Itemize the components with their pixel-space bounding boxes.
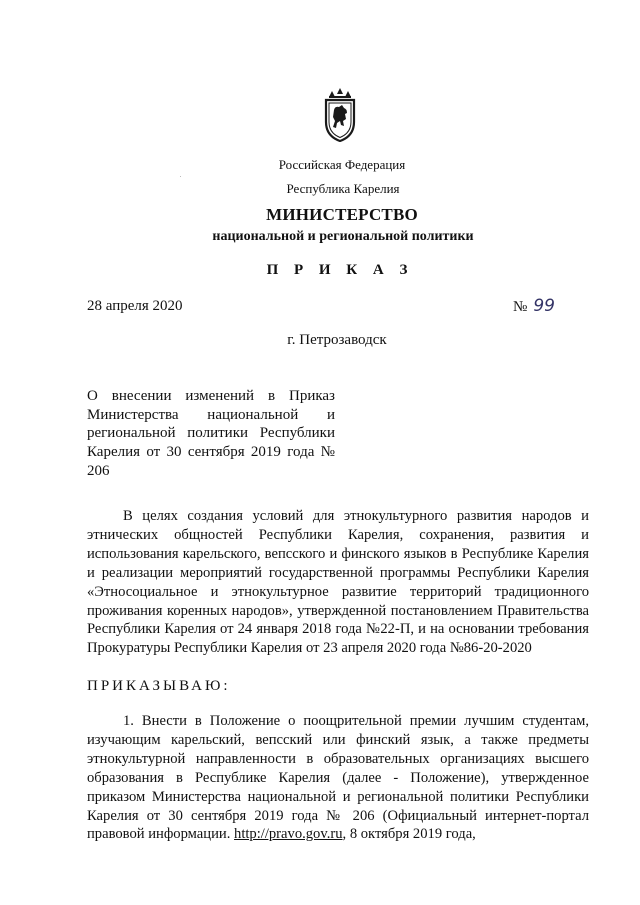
item-1-paragraph [87,712,589,844]
republic-name: Республика Карелия [286,181,400,196]
order-number-label: № [513,299,528,315]
pravo-gov-link[interactable]: http://pravo.gov.ru [234,826,343,843]
item-1-text: 1. Внести в Положение о поощрительной премии лучшим студентам, изучающим карельский, вепсский или финский язык, а также предметы этнокультурной направленности в образовательных организациях высшего образования в Республике Карелия (далее - Положение), утвержденное приказом Министерства национальной и региональной политики Республики Карелия от 30 сентября 2019 года № 206 (Официальный интернет-портал правовой информации. [87,713,589,843]
order-number-value: 99 [533,296,555,316]
karelia-coat-of-arms-icon [322,88,358,142]
order-subject: О внесении изменений в Приказ Министерства национальной и региональной политики Республики Карелия от 30 сентября 2019 года № 206 [87,388,335,479]
city-name: г. Петрозаводск [287,332,387,348]
item-1-tail: , 8 октября 2019 года, [342,826,476,843]
order-number [513,296,555,316]
order-date: 28 апреля 2020 [87,298,183,314]
scan-artifact [180,176,181,177]
orders-heading: ПРИКАЗЫВАЮ: [87,678,231,694]
preamble-paragraph: В целях создания условий для этнокультурного развития народов и этнических общностей Республики Карелия, сохранения, развития и использования карельского, вепсского и финского языков в Республике Карелия и реализации мероприятий государственной программы Республики Карелия «Этносоциальное и этнокультурное развитие территорий традиционного проживания коренных народов», утвержденной постановлением Правительства Республики Карелия от 24 января 2018 года №22-П, и на основании требования Прокуратуры Республики Карелия от 23 апреля 2020 года №86-20-2020 [87,508,589,657]
ministry-subtitle: национальной и региональной политики [212,229,474,244]
ministry-title: МИНИСТЕРСТВО [266,205,418,224]
country-name: Российская Федерация [278,157,406,172]
document-type-heading: П Р И К А З [266,262,414,278]
